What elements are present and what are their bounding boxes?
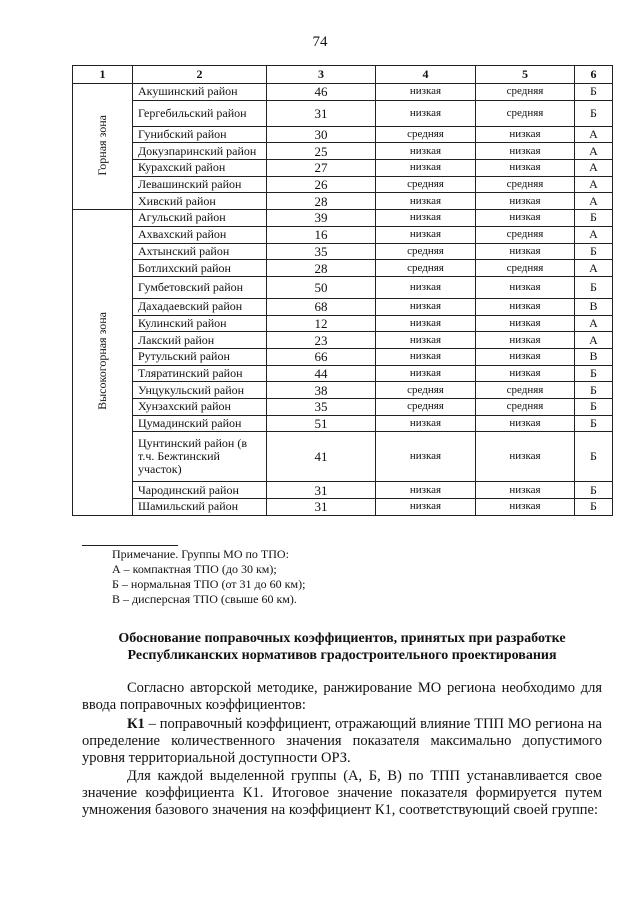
column-header: 1 <box>73 66 133 84</box>
distance-value: 50 <box>267 276 376 298</box>
table-row <box>73 332 613 349</box>
level-col5: низкая <box>476 298 575 315</box>
level-col5: средняя <box>476 84 575 101</box>
column-header: 6 <box>575 66 613 84</box>
zone-cell <box>73 84 133 210</box>
distance-value: 16 <box>267 226 376 243</box>
distance-value: 46 <box>267 84 376 101</box>
group-letter: А <box>575 260 613 277</box>
level-col4: низкая <box>376 499 476 516</box>
table-row <box>73 399 613 416</box>
paragraph-2 <box>82 716 602 767</box>
level-col4: средняя <box>376 126 476 143</box>
level-col5: низкая <box>476 143 575 160</box>
group-letter: А <box>575 315 613 332</box>
district-name: Ахвахский район <box>133 226 267 243</box>
district-name: Унцукульский район <box>133 382 267 399</box>
district-name: Гергебильский район <box>133 100 267 126</box>
level-col5: низкая <box>476 332 575 349</box>
level-col5: низкая <box>476 193 575 210</box>
group-letter: Б <box>575 399 613 416</box>
distance-value: 66 <box>267 348 376 365</box>
column-header: 4 <box>376 66 476 84</box>
group-letter: Б <box>575 415 613 432</box>
level-col4: низкая <box>376 100 476 126</box>
level-col4: низкая <box>376 432 476 482</box>
group-letter: А <box>575 143 613 160</box>
table-row <box>73 432 613 482</box>
group-letter: А <box>575 226 613 243</box>
distance-value: 28 <box>267 260 376 277</box>
level-col5: низкая <box>476 276 575 298</box>
level-col5: средняя <box>476 260 575 277</box>
distance-value: 68 <box>267 298 376 315</box>
distance-value: 44 <box>267 365 376 382</box>
group-letter: Б <box>575 482 613 499</box>
distance-value: 35 <box>267 399 376 416</box>
level-col4: низкая <box>376 143 476 160</box>
district-name: Дахадаевский район <box>133 298 267 315</box>
distance-value: 51 <box>267 415 376 432</box>
level-col4: низкая <box>376 298 476 315</box>
paragraph-2-rest: – поправочный коэффициент, отражающий влияние ТПП МО региона на определение количественного значения показателя максимально допустимого уровня территориальной доступности ОРЗ. <box>82 716 602 766</box>
district-name: Курахский район <box>133 160 267 177</box>
district-name: Кулинский район <box>133 315 267 332</box>
table-row <box>73 260 613 277</box>
level-col5: низкая <box>476 243 575 260</box>
group-letter: В <box>575 348 613 365</box>
level-col5: низкая <box>476 126 575 143</box>
level-col4: низкая <box>376 210 476 227</box>
table-row <box>73 365 613 382</box>
group-letter: А <box>575 332 613 349</box>
note-line: Примечание. Группы МО по ТПО: <box>112 547 289 561</box>
district-name: Агульский район <box>133 210 267 227</box>
paragraph-2-text <box>82 716 602 767</box>
group-letter: А <box>575 193 613 210</box>
level-col4: низкая <box>376 365 476 382</box>
level-col5: низкая <box>476 348 575 365</box>
page-number: 74 <box>312 34 328 50</box>
column-header: 3 <box>267 66 376 84</box>
note-line: В – дисперсная ТПО (свыше 60 км). <box>112 592 297 606</box>
district-name: Хивский район <box>133 193 267 210</box>
level-col4: низкая <box>376 482 476 499</box>
distance-value: 26 <box>267 176 376 193</box>
distance-value: 38 <box>267 382 376 399</box>
table-row <box>73 382 613 399</box>
district-name: Докузпаринский район <box>133 143 267 160</box>
table-row <box>73 499 613 516</box>
group-letter: Б <box>575 382 613 399</box>
distance-value: 23 <box>267 332 376 349</box>
group-letter: Б <box>575 100 613 126</box>
level-col5: низкая <box>476 415 575 432</box>
table-row <box>73 143 613 160</box>
column-header: 2 <box>133 66 267 84</box>
level-col4: низкая <box>376 160 476 177</box>
table-row <box>73 415 613 432</box>
table-row <box>73 348 613 365</box>
level-col4: низкая <box>376 276 476 298</box>
zone-label: Высокогорная зона <box>95 311 109 410</box>
district-name: Хунзахский район <box>133 399 267 416</box>
paragraph-1-text: Согласно авторской методике, ранжирование МО региона необходимо для ввода поправочных коэффициентов: <box>82 680 602 713</box>
coefficient-k1: К1 <box>127 716 145 732</box>
group-letter: Б <box>575 243 613 260</box>
level-col5: средняя <box>476 100 575 126</box>
distance-value: 25 <box>267 143 376 160</box>
distance-value: 30 <box>267 126 376 143</box>
level-col5: средняя <box>476 176 575 193</box>
group-letter: Б <box>575 84 613 101</box>
table-row <box>73 243 613 260</box>
paragraph-3 <box>82 768 602 819</box>
level-col4: средняя <box>376 176 476 193</box>
table-row <box>73 160 613 177</box>
distance-value: 12 <box>267 315 376 332</box>
level-col4: низкая <box>376 193 476 210</box>
table-row <box>73 193 613 210</box>
level-col4: низкая <box>376 84 476 101</box>
level-col5: низкая <box>476 482 575 499</box>
level-col5: средняя <box>476 399 575 416</box>
table-row <box>73 84 613 101</box>
distance-value: 39 <box>267 210 376 227</box>
zone-cell <box>73 210 133 516</box>
group-letter: Б <box>575 210 613 227</box>
table-row <box>73 126 613 143</box>
district-name: Чародинский район <box>133 482 267 499</box>
district-name: Цумадинский район <box>133 415 267 432</box>
district-name: Гумбетовский район <box>133 276 267 298</box>
level-col4: средняя <box>376 260 476 277</box>
level-col5: низкая <box>476 315 575 332</box>
level-col5: низкая <box>476 432 575 482</box>
level-col5: низкая <box>476 499 575 516</box>
level-col5: средняя <box>476 226 575 243</box>
table-header-row <box>73 66 613 84</box>
district-name: Ботлихский район <box>133 260 267 277</box>
note-rule <box>82 545 178 546</box>
level-col4: низкая <box>376 332 476 349</box>
distance-value: 31 <box>267 499 376 516</box>
notes <box>112 547 305 607</box>
level-col4: средняя <box>376 382 476 399</box>
level-col4: средняя <box>376 243 476 260</box>
group-letter: Б <box>575 365 613 382</box>
level-col4: низкая <box>376 226 476 243</box>
district-name: Рутульский район <box>133 348 267 365</box>
level-col5: низкая <box>476 365 575 382</box>
district-name: Акушинский район <box>133 84 267 101</box>
note-line: Б – нормальная ТПО (от 31 до 60 км); <box>112 577 306 591</box>
district-name: Левашинский район <box>133 176 267 193</box>
table-row <box>73 315 613 332</box>
group-letter: А <box>575 160 613 177</box>
distance-value: 35 <box>267 243 376 260</box>
level-col5: низкая <box>476 210 575 227</box>
distance-value: 31 <box>267 482 376 499</box>
group-letter: А <box>575 126 613 143</box>
group-letter: Б <box>575 276 613 298</box>
table-row <box>73 276 613 298</box>
districts-table <box>72 65 613 516</box>
table-row <box>73 482 613 499</box>
distance-value: 41 <box>267 432 376 482</box>
district-name: Ахтынский район <box>133 243 267 260</box>
zone-label: Горная зона <box>95 114 109 176</box>
level-col5: низкая <box>476 160 575 177</box>
group-letter: Б <box>575 432 613 482</box>
table-row <box>73 100 613 126</box>
note-line: А – компактная ТПО (до 30 км); <box>112 562 277 576</box>
paragraph-3-text: Для каждой выделенной группы (А, Б, В) по ТПП устанавливается свое значение коэффициента К1. Итоговое значение показателя формируется путем умножения базового значения на коэффициент К1, соответствующий своей группе: <box>82 768 602 818</box>
table-row <box>73 176 613 193</box>
district-name: Лакский район <box>133 332 267 349</box>
district-name: Тляратинский район <box>133 365 267 382</box>
table-row <box>73 210 613 227</box>
column-header: 5 <box>476 66 575 84</box>
distance-value: 31 <box>267 100 376 126</box>
level-col4: средняя <box>376 399 476 416</box>
group-letter: А <box>575 176 613 193</box>
group-letter: В <box>575 298 613 315</box>
level-col4: низкая <box>376 415 476 432</box>
section-heading: Обоснование поправочных коэффициентов, принятых при разработке Республиканских нормативов градостроительного проектирования <box>118 631 566 663</box>
district-name: Шамильский район <box>133 499 267 516</box>
district-name: Цунтинский район (в т.ч. Бежтинский участок) <box>133 432 267 482</box>
table-row <box>73 298 613 315</box>
group-letter: Б <box>575 499 613 516</box>
paragraph-1 <box>82 680 602 714</box>
distance-value: 28 <box>267 193 376 210</box>
district-name: Гунибский район <box>133 126 267 143</box>
level-col5: средняя <box>476 382 575 399</box>
distance-value: 27 <box>267 160 376 177</box>
level-col4: низкая <box>376 348 476 365</box>
table-row <box>73 226 613 243</box>
level-col4: низкая <box>376 315 476 332</box>
